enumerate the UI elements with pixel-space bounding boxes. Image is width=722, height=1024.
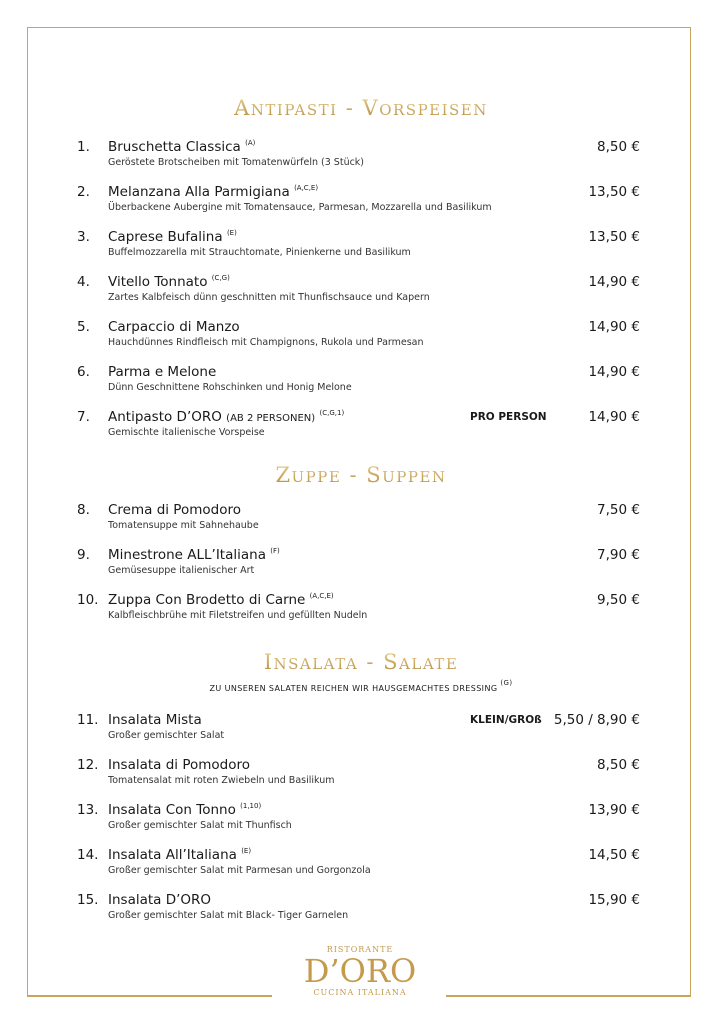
item-name-text: Crema di Pomodoro bbox=[108, 502, 241, 518]
menu-item bbox=[0, 139, 722, 184]
item-name-text: Minestrone ALL’Italiana bbox=[108, 547, 266, 563]
item-description: Tomatensuppe mit Sahnehaube bbox=[108, 520, 259, 531]
item-price: 13,50 € bbox=[588, 184, 640, 200]
list-antipasti bbox=[0, 139, 722, 454]
menu-item bbox=[0, 892, 722, 937]
item-description: Dünn Geschnittene Rohschinken und Honig Melone bbox=[108, 382, 352, 393]
salad-note-text: ZU UNSEREN SALATEN REICHEN WIR HAUSGEMACHTES DRESSING bbox=[209, 684, 498, 693]
item-name bbox=[108, 502, 241, 518]
item-price: 7,90 € bbox=[597, 547, 640, 563]
item-name bbox=[108, 274, 230, 290]
item-number: 4. bbox=[77, 274, 90, 290]
item-allergens: (A,C,E) bbox=[309, 592, 334, 600]
item-number: 7. bbox=[77, 409, 90, 425]
item-allergens: (C,G) bbox=[211, 274, 230, 282]
item-allergens: (F) bbox=[270, 547, 280, 555]
item-allergens: (E) bbox=[226, 229, 237, 237]
item-name-text: Antipasto D’ORO bbox=[108, 409, 222, 425]
item-name bbox=[108, 319, 240, 335]
item-price: 14,90 € bbox=[588, 409, 640, 425]
menu-item bbox=[0, 274, 722, 319]
item-name bbox=[108, 547, 280, 563]
item-price: 14,90 € bbox=[588, 274, 640, 290]
item-number: 9. bbox=[77, 547, 90, 563]
item-description: Gemischte italienische Vorspeise bbox=[108, 427, 265, 438]
item-name-text: Vitello Tonnato bbox=[108, 274, 208, 290]
menu-item bbox=[0, 592, 722, 637]
item-name-text: Carpaccio di Manzo bbox=[108, 319, 240, 335]
item-name-text: Insalata Con Tonno bbox=[108, 802, 236, 818]
item-price: 5,50 / 8,90 € bbox=[553, 712, 640, 728]
item-allergens: (E) bbox=[241, 847, 252, 855]
item-name-text: Zuppa Con Brodetto di Carne bbox=[108, 592, 306, 608]
item-price: 8,50 € bbox=[597, 139, 640, 155]
item-number: 11. bbox=[77, 712, 99, 728]
item-number: 5. bbox=[77, 319, 90, 335]
item-number: 6. bbox=[77, 364, 90, 380]
menu-item bbox=[0, 802, 722, 847]
menu-item bbox=[0, 547, 722, 592]
item-name bbox=[108, 184, 318, 200]
logo-top: RISTORANTE bbox=[326, 945, 394, 954]
item-price: 9,50 € bbox=[597, 592, 640, 608]
item-number: 13. bbox=[77, 802, 99, 818]
menu-item bbox=[0, 229, 722, 274]
item-allergens: (A,C,E) bbox=[294, 184, 319, 192]
salad-note-allergens: (G) bbox=[500, 679, 513, 687]
item-price: 13,90 € bbox=[588, 802, 640, 818]
item-name-text: Insalata di Pomodoro bbox=[108, 757, 251, 773]
item-description: Gemüsesuppe italienischer Art bbox=[108, 565, 255, 576]
item-name bbox=[108, 229, 237, 245]
item-name bbox=[108, 592, 334, 608]
item-number: 10. bbox=[77, 592, 99, 608]
item-description: Überbackene Aubergine mit Tomatensauce, Parmesan, Mozzarella und Basilikum bbox=[108, 202, 492, 213]
frame-bottom-right bbox=[446, 995, 691, 997]
item-price: 7,50 € bbox=[597, 502, 640, 518]
menu-item bbox=[0, 757, 722, 802]
item-number: 12. bbox=[77, 757, 99, 773]
list-insalata bbox=[0, 712, 722, 937]
item-name-text: Melanzana Alla Parmigiana bbox=[108, 184, 290, 200]
item-description: Buffelmozzarella mit Strauchtomate, Pinienkerne und Basilikum bbox=[108, 247, 411, 258]
item-number: 1. bbox=[77, 139, 90, 155]
logo-main: D’ORO bbox=[303, 952, 417, 990]
menu-item bbox=[0, 364, 722, 409]
item-name bbox=[108, 892, 211, 908]
item-description: Hauchdünnes Rindfleisch mit Champignons, Rukola und Parmesan bbox=[108, 337, 424, 348]
section-heading-antipasti: Antipasti - Vorspeisen bbox=[0, 96, 722, 120]
logo-bottom: CUCINA ITALIANA bbox=[313, 988, 407, 997]
item-description: Großer gemischter Salat mit Parmesan und Gorgonzola bbox=[108, 865, 371, 876]
item-description: Großer gemischter Salat mit Black- Tiger Garnelen bbox=[108, 910, 349, 921]
item-price-note: KLEIN/GROß bbox=[470, 714, 542, 726]
restaurant-logo bbox=[270, 945, 450, 997]
item-number: 15. bbox=[77, 892, 99, 908]
item-name-text: Insalata Mista bbox=[108, 712, 202, 728]
menu-item bbox=[0, 847, 722, 892]
item-price: 8,50 € bbox=[597, 757, 640, 773]
item-name bbox=[108, 139, 255, 155]
item-price: 14,90 € bbox=[588, 364, 640, 380]
menu-item bbox=[0, 319, 722, 364]
item-price: 14,50 € bbox=[588, 847, 640, 863]
item-price: 14,90 € bbox=[588, 319, 640, 335]
frame-bottom-left bbox=[27, 995, 272, 997]
item-number: 2. bbox=[77, 184, 90, 200]
item-description: Großer gemischter Salat mit Thunfisch bbox=[108, 820, 292, 831]
item-price: 13,50 € bbox=[588, 229, 640, 245]
item-name-text: Parma e Melone bbox=[108, 364, 217, 380]
salad-note bbox=[0, 679, 722, 693]
list-zuppe bbox=[0, 502, 722, 637]
item-description: Großer gemischter Salat bbox=[108, 730, 225, 741]
item-allergens: (A) bbox=[245, 139, 256, 147]
menu-item bbox=[0, 502, 722, 547]
item-name bbox=[108, 409, 344, 425]
item-name-text: Insalata All’Italiana bbox=[108, 847, 237, 863]
item-description: Zartes Kalbfeisch dünn geschnitten mit Thunfischsauce und Kapern bbox=[108, 292, 430, 303]
item-number: 8. bbox=[77, 502, 90, 518]
item-name bbox=[108, 364, 216, 380]
item-price: 15,90 € bbox=[588, 892, 640, 908]
item-name-text: Caprese Bufalina bbox=[108, 229, 223, 245]
item-description: Kalbfleischbrühe mit Filetstreifen und gefüllten Nudeln bbox=[108, 610, 368, 621]
item-name bbox=[108, 712, 202, 728]
menu-item bbox=[0, 409, 722, 454]
item-name bbox=[108, 757, 250, 773]
menu-item bbox=[0, 712, 722, 757]
item-allergens: (C,G,1) bbox=[319, 409, 345, 417]
item-name-text: Insalata D’ORO bbox=[108, 892, 212, 908]
section-heading-zuppe: Zuppe - Suppen bbox=[0, 463, 722, 487]
item-description: Geröstete Brotscheiben mit Tomatenwürfeln (3 Stück) bbox=[108, 157, 365, 168]
item-name-text: Bruschetta Classica bbox=[108, 139, 241, 155]
menu-item bbox=[0, 184, 722, 229]
item-name bbox=[108, 847, 251, 863]
item-description: Tomatensalat mit roten Zwiebeln und Basilikum bbox=[108, 775, 335, 786]
item-extra: (AB 2 PERSONEN) bbox=[226, 413, 316, 424]
item-number: 14. bbox=[77, 847, 99, 863]
item-allergens: (1,10) bbox=[240, 802, 262, 810]
item-name bbox=[108, 802, 261, 818]
item-price-note: PRO PERSON bbox=[470, 411, 547, 423]
section-heading-insalata: Insalata - Salate bbox=[0, 650, 722, 674]
item-number: 3. bbox=[77, 229, 90, 245]
